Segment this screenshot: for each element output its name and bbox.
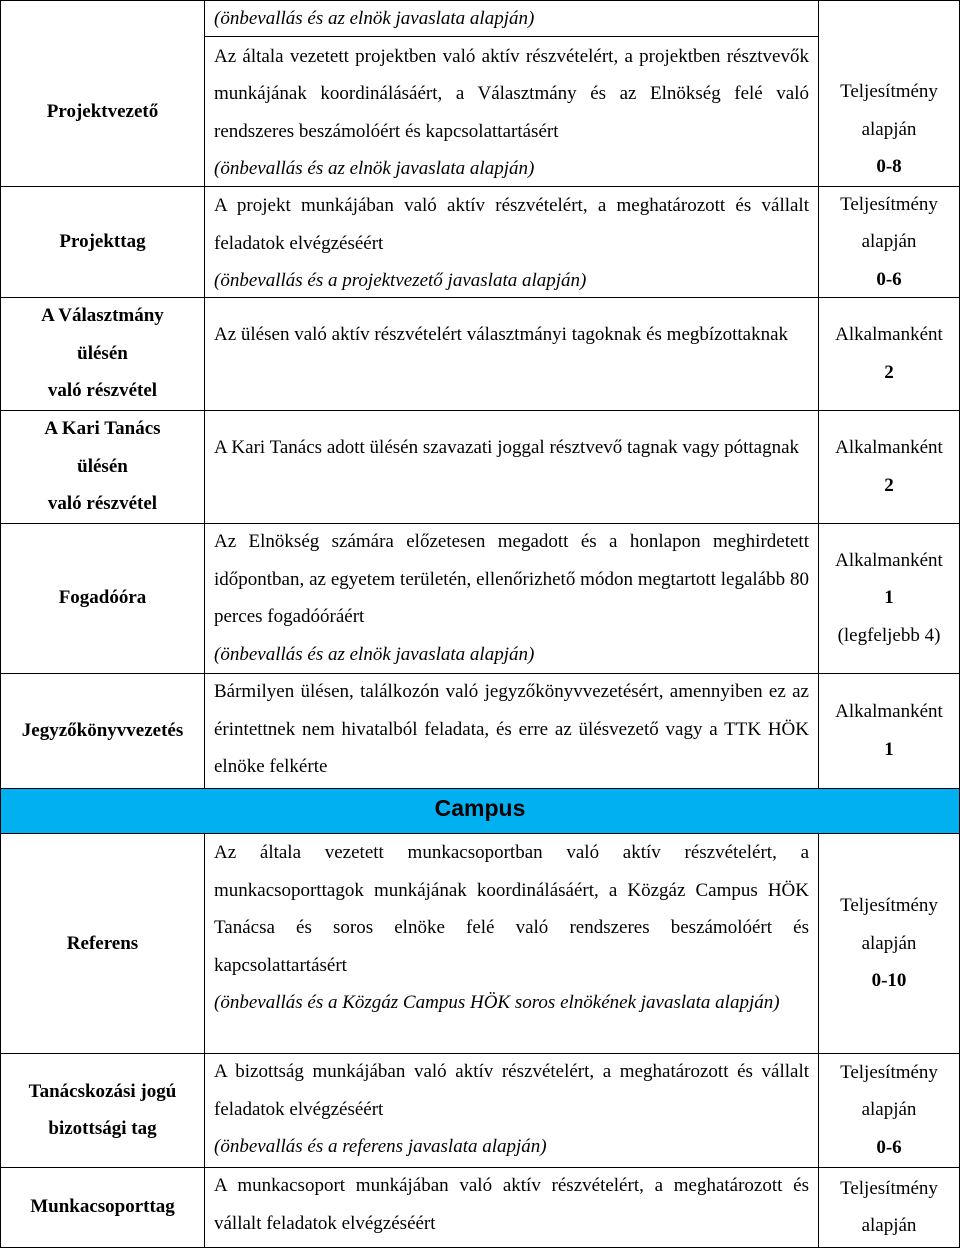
points: Teljesítmény alapján 0-6 [819, 187, 959, 297]
description [205, 1167, 818, 1242]
table-row [0, 673, 960, 788]
description [205, 673, 818, 786]
table-row [0, 1053, 960, 1167]
description-text: Bármilyen ülésen, találkozón való jegyzőkönyvvezetésért, amennyiben ez az érintettnek nem hivatalból feladata, és erre az ülésvezető vagy a TTK HÖK elnöke felkérte [214, 681, 809, 777]
points-value: 0-6 [876, 268, 902, 290]
description [205, 0, 818, 188]
description-text: A bizottság munkájában való aktív részvételért, a meghatározott és vállalt feladatok elvégzéséért [214, 1061, 809, 1120]
divider [0, 0, 960, 1]
points-value: 2 [884, 474, 894, 496]
description-note: (önbevallás és az elnök javaslata alapján) [214, 8, 535, 29]
table-row [0, 1167, 960, 1248]
section-title: Campus [434, 795, 526, 821]
table-row [0, 523, 960, 673]
points-value: 0-8 [876, 156, 902, 178]
table-row [0, 187, 960, 297]
points-value: 2 [884, 361, 894, 383]
role-name: Jegyzőkönyvvezetés [21, 719, 184, 741]
description-text: Az általa vezetett projektben való aktív részvételért, a projektben résztvevők munkájának koordinálásáért, a Választmány és az Elnökség felé való rendszeres beszámolóért és kapcsolattartásért [214, 45, 809, 142]
role-name: Tanácskozási jogú bizottsági tag [28, 1080, 177, 1139]
role-name: Munkacsoporttag [30, 1196, 175, 1218]
role-name: A Kari Tanács ülésén való részvétel [44, 418, 161, 515]
divider [205, 36, 819, 37]
description [205, 429, 818, 467]
points: Teljesítmény alapján 0-6 [819, 1053, 959, 1167]
description-note: (önbevallás és az elnök javaslata alapján) [214, 643, 535, 665]
description-text: Az Elnökség számára előzetesen megadott és a honlapon meghirdetett időpontban, az egyetem területén, ellenőrizhető módon megtartott legalább 80 perces fogadóóráért [214, 531, 809, 627]
role-name: Projektvezető [46, 100, 159, 122]
description [205, 523, 818, 673]
points: Teljesítmény alapján [840, 1177, 938, 1236]
table-row [0, 297, 960, 410]
description [205, 316, 818, 354]
points-value: 0-10 [871, 970, 907, 992]
description-note: (önbevallás és a Közgáz Campus HÖK soros elnökének javaslata alapján) [214, 992, 780, 1013]
description-text: Az ülésen való aktív részvételért választmányi tagoknak és megbízottaknak [214, 324, 789, 345]
description-text: Az általa vezetett munkacsoportban való aktív részvételért, a munkacsoporttagok munkájának koordinálásáért, a Közgáz Campus HÖK Tanácsa és soros elnöke felé való rendszeres beszámolóért és kapcsolattartásért [214, 842, 809, 976]
section-header-campus [0, 788, 960, 834]
points: Alkalmanként 2 [819, 410, 959, 523]
points: Alkalmanként 1 (legfeljebb 4) [819, 523, 959, 673]
description-text: A Kari Tanács adott ülésén szavazati joggal résztvevő tagnak vagy póttagnak [214, 437, 800, 458]
points: Teljesítmény alapján 0-10 [819, 834, 959, 1053]
role-name: Fogadóóra [58, 587, 147, 609]
description-text: A munkacsoport munkájában való aktív részvételért, a meghatározott és vállalt feladatok elvégzéséért [214, 1175, 809, 1234]
role-name: A Választmány ülésén való részvétel [41, 305, 164, 402]
description [205, 834, 818, 1022]
role-name: Projekttag [59, 231, 146, 253]
description-note: (önbevallás és a projektvezető javaslata alapján) [214, 270, 587, 291]
description-text: A projekt munkájában való aktív részvételért, a meghatározott és vállalt feladatok elvégzéséért [214, 195, 809, 254]
description [205, 1053, 818, 1166]
description-note: (önbevallás és az elnök javaslata alapján) [214, 158, 535, 179]
table-row [0, 834, 960, 1053]
points-value: 1 [884, 738, 894, 760]
points: Alkalmanként 2 [819, 297, 959, 410]
description-note: (önbevallás és a referens javaslata alapján) [214, 1136, 547, 1157]
table-row [0, 410, 960, 523]
points: Alkalmanként 1 [819, 673, 959, 788]
role-name: Referens [66, 932, 139, 954]
points-limit: (legfeljebb 4) [837, 624, 941, 646]
points-value: 1 [884, 587, 894, 609]
points: Teljesítmény alapján 0-8 [819, 0, 959, 223]
description [205, 187, 818, 300]
table-row [0, 0, 960, 187]
points-value: 0-6 [876, 1136, 902, 1158]
